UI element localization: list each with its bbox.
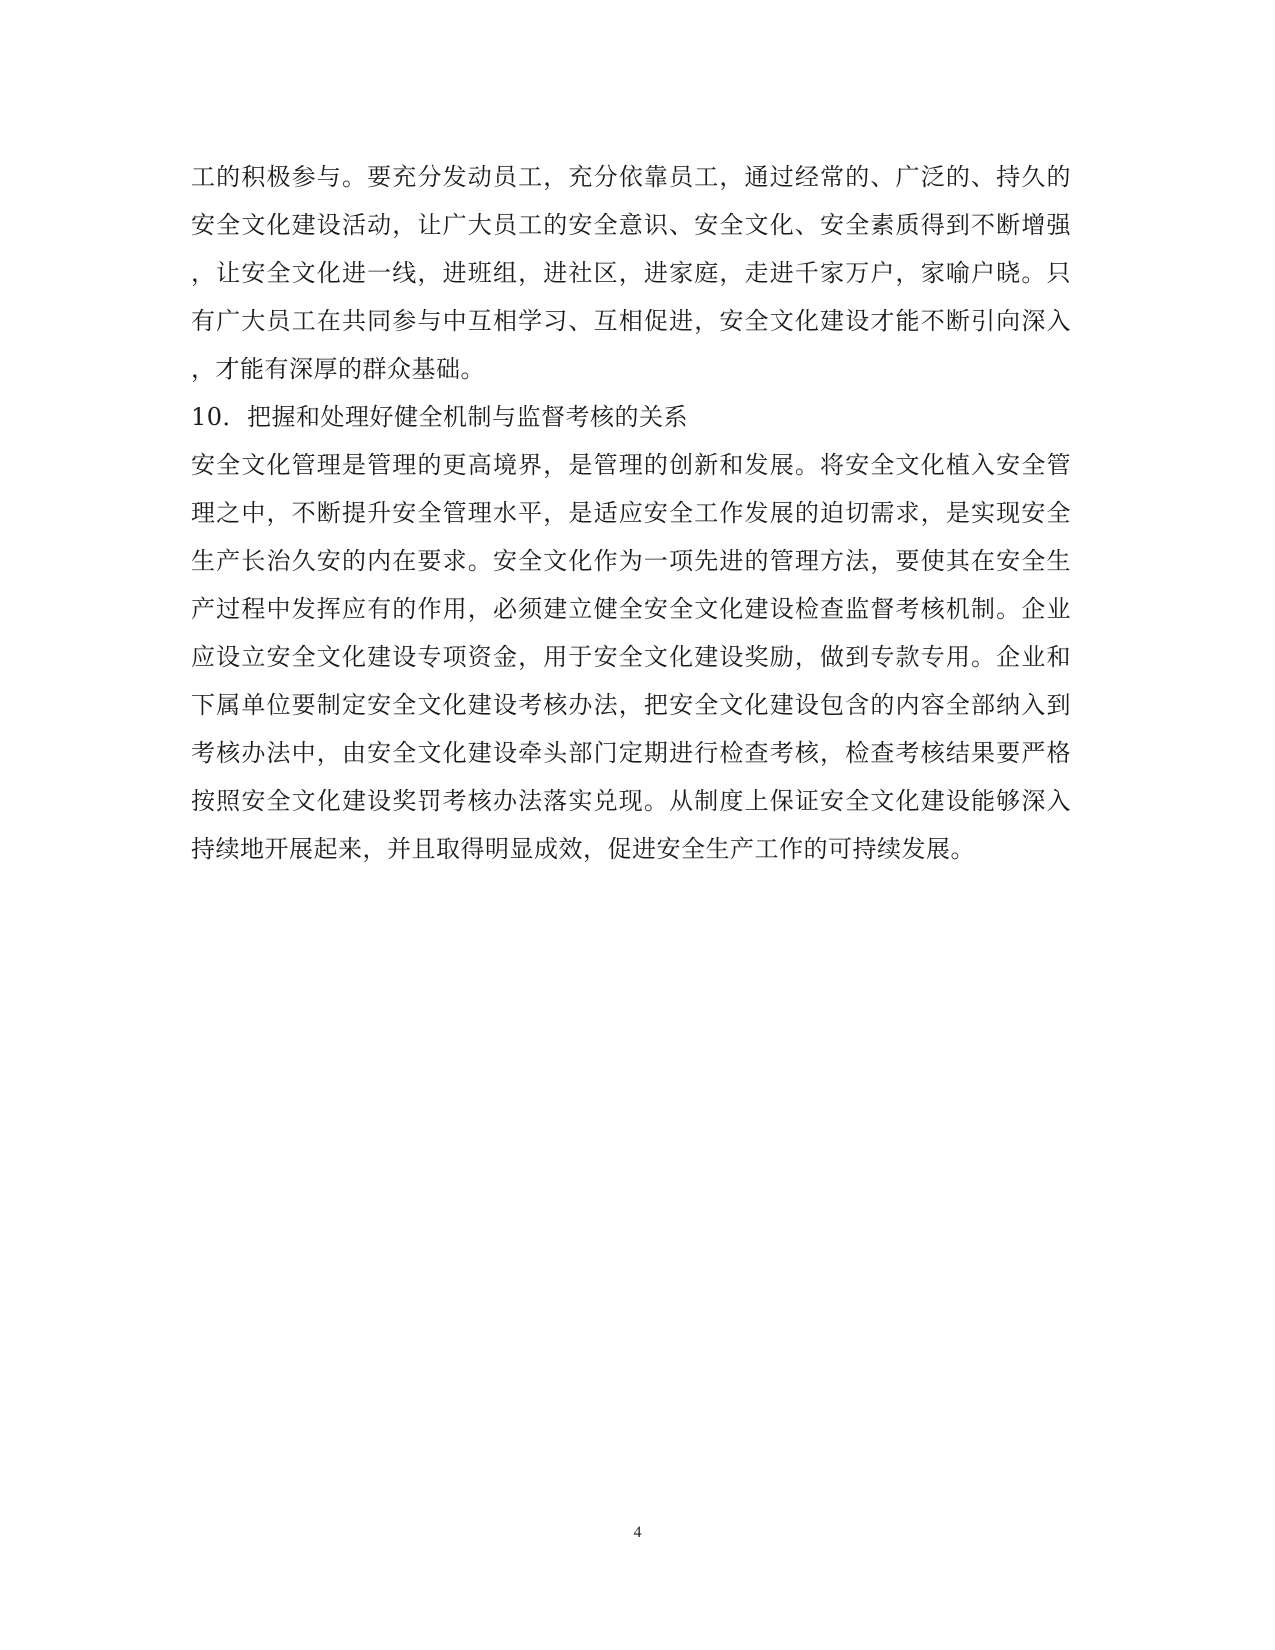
body-text: [191, 153, 1071, 873]
paragraph-line: 按照安全文化建设奖罚考核办法落实兑现。从制度上保证安全文化建设能够深入: [191, 787, 1071, 815]
paragraph-line: 理之中，不断提升安全管理水平，是适应安全工作发展的迫切需求，是实现安全: [191, 499, 1071, 527]
paragraph-line: 考核办法中，由安全文化建设牵头部门定期进行检查考核，检查考核结果要严格: [191, 739, 1071, 767]
paragraph-line: 生产长治久安的内在要求。安全文化作为一项先进的管理方法，要使其在安全生: [191, 547, 1071, 575]
paragraph-line: 安全文化管理是管理的更高境界，是管理的创新和发展。将安全文化植入安全管: [191, 451, 1071, 479]
paragraph-line: ，让安全文化进一线，进班组，进社区，进家庭，走进千家万户，家喻户晓。只: [191, 259, 1071, 287]
paragraph-line: 产过程中发挥应有的作用，必须建立健全安全文化建设检查监督考核机制。企业: [191, 595, 1071, 623]
paragraph-line: ，才能有深厚的群众基础。: [191, 355, 485, 383]
page-number: 4: [633, 1524, 642, 1541]
section-heading: 10．把握和处理好健全机制与监督考核的关系: [191, 403, 689, 431]
paragraph-line: 持续地开展起来，并且取得明显成效，促进安全生产工作的可持续发展。: [191, 835, 975, 863]
paragraph-line: 有广大员工在共同参与中互相学习、互相促进，安全文化建设才能不断引向深入: [191, 307, 1071, 335]
paragraph-line: 安全文化建设活动，让广大员工的安全意识、安全文化、安全素质得到不断增强: [191, 211, 1071, 239]
paragraph-line: 下属单位要制定安全文化建设考核办法，把安全文化建设包含的内容全部纳入到: [191, 691, 1071, 719]
paragraph-line: 应设立安全文化建设专项资金，用于安全文化建设奖励，做到专款专用。企业和: [191, 643, 1071, 671]
paragraph-line: 工的积极参与。要充分发动员工，充分依靠员工，通过经常的、广泛的、持久的: [191, 163, 1071, 191]
